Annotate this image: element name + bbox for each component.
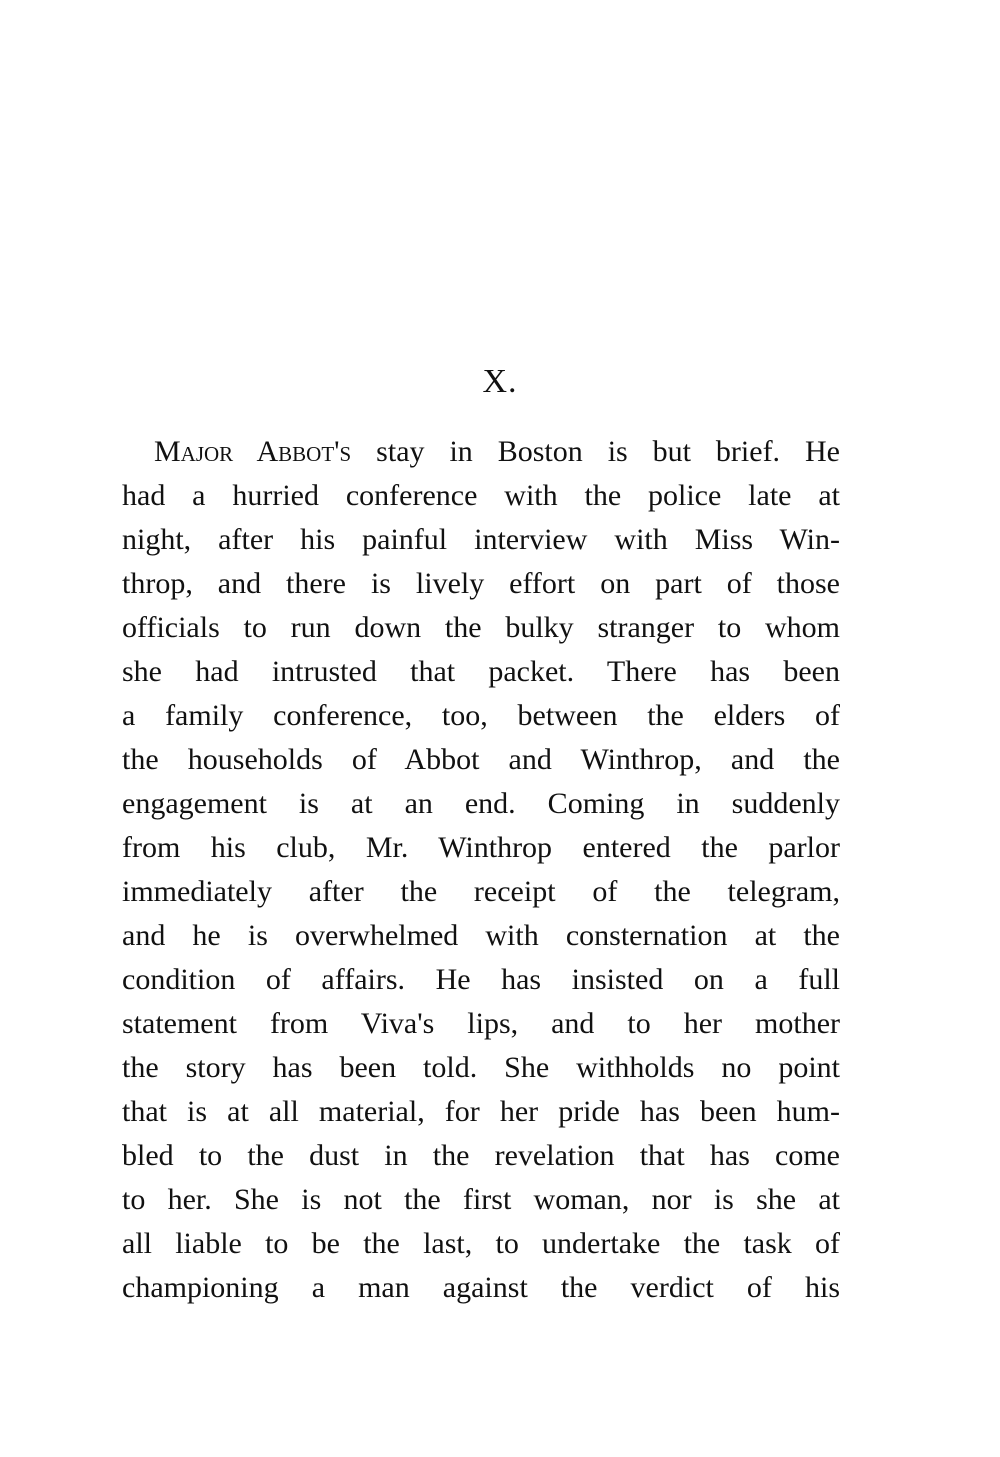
line-text: stay in Boston is but brief. He <box>351 435 840 468</box>
text-line <box>122 430 840 474</box>
text-line: bled to the dust in the revelation that has come <box>122 1139 840 1172</box>
text-line: statement from Viva's lips, and to her mother <box>122 1007 840 1040</box>
text-line: all liable to be the last, to undertake the task of <box>122 1227 840 1260</box>
text-line: that is at all material, for her pride has been hum- <box>122 1095 840 1128</box>
text-line: throp, and there is lively effort on part of those <box>122 567 840 600</box>
body-paragraph <box>122 430 840 1310</box>
text-line: she had intrusted that packet. There has been <box>122 655 840 688</box>
text-line: officials to run down the bulky stranger to whom <box>122 611 840 644</box>
text-line: immediately after the receipt of the telegram, <box>122 875 840 908</box>
text-line: engagement is at an end. Coming in suddenly <box>122 787 840 820</box>
text-line: the households of Abbot and Winthrop, and the <box>122 743 840 776</box>
text-line: from his club, Mr. Winthrop entered the parlor <box>122 831 840 864</box>
text-line: championing a man against the verdict of his <box>122 1271 840 1304</box>
text-line: the story has been told. She withholds no point <box>122 1051 840 1084</box>
text-line: condition of affairs. He has insisted on a full <box>122 963 840 996</box>
text-line: had a hurried conference with the police late at <box>122 479 840 512</box>
text-line: to her. She is not the first woman, nor is she at <box>122 1183 840 1216</box>
text-line: night, after his painful interview with Miss Win- <box>122 523 840 556</box>
chapter-heading: X. <box>482 363 518 400</box>
text-line: and he is overwhelmed with consternation at the <box>122 919 840 952</box>
opening-name: Major Abbot's <box>154 435 352 468</box>
text-line: a family conference, too, between the elders of <box>122 699 840 732</box>
